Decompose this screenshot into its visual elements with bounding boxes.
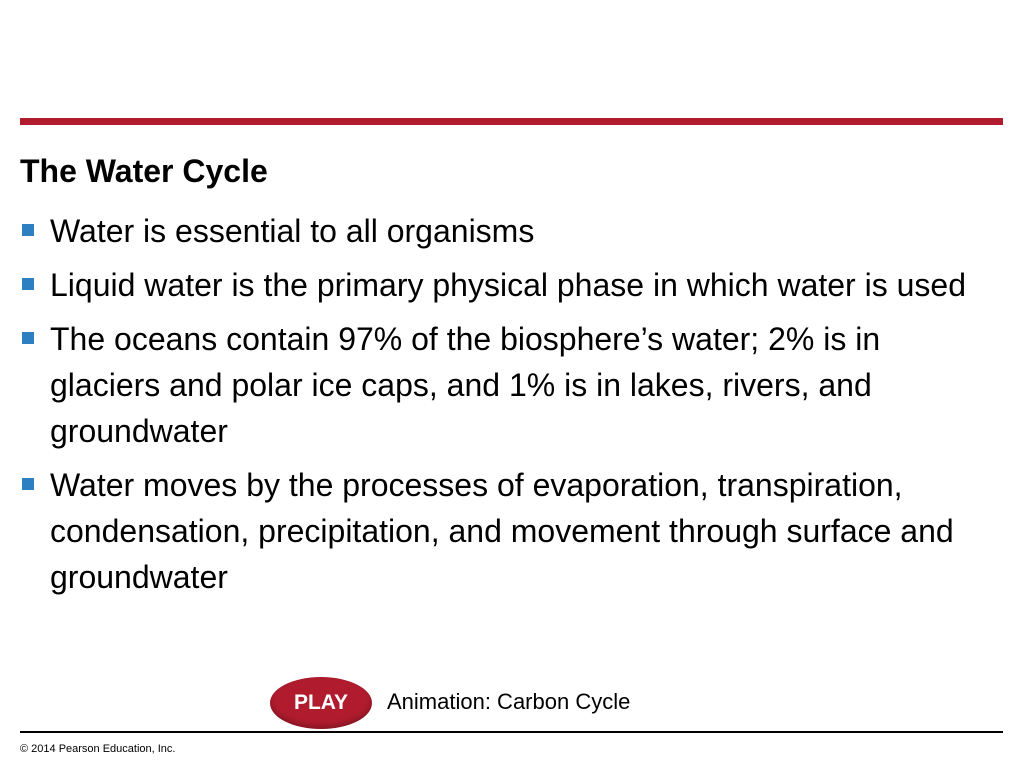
bullet-text: Liquid water is the primary physical phase in which water is used	[50, 267, 966, 303]
square-bullet-icon	[22, 278, 34, 290]
animation-link-label: Animation: Carbon Cycle	[387, 689, 631, 714]
play-button[interactable]: PLAY	[270, 677, 372, 729]
bullet-item	[20, 462, 980, 600]
title-divider	[20, 118, 1003, 125]
square-bullet-icon	[22, 478, 34, 490]
bullet-item	[20, 262, 980, 308]
square-bullet-icon	[22, 224, 34, 236]
slide-heading: The Water Cycle	[20, 153, 268, 189]
bullet-list	[20, 208, 980, 608]
bullet-text: Water is essential to all organisms	[50, 213, 535, 249]
bullet-item	[20, 316, 980, 454]
copyright-notice: © 2014 Pearson Education, Inc.	[20, 743, 176, 755]
bullet-text: Water moves by the processes of evaporation, transpiration, condensation, precipitation, and movement through surface and groundwater	[50, 467, 954, 595]
bullet-item	[20, 208, 980, 254]
bullet-text: The oceans contain 97% of the biosphere’s water; 2% is in glaciers and polar ice caps, and 1% is in lakes, rivers, and groundwater	[50, 321, 881, 449]
footer-divider	[20, 731, 1003, 733]
square-bullet-icon	[22, 332, 34, 344]
